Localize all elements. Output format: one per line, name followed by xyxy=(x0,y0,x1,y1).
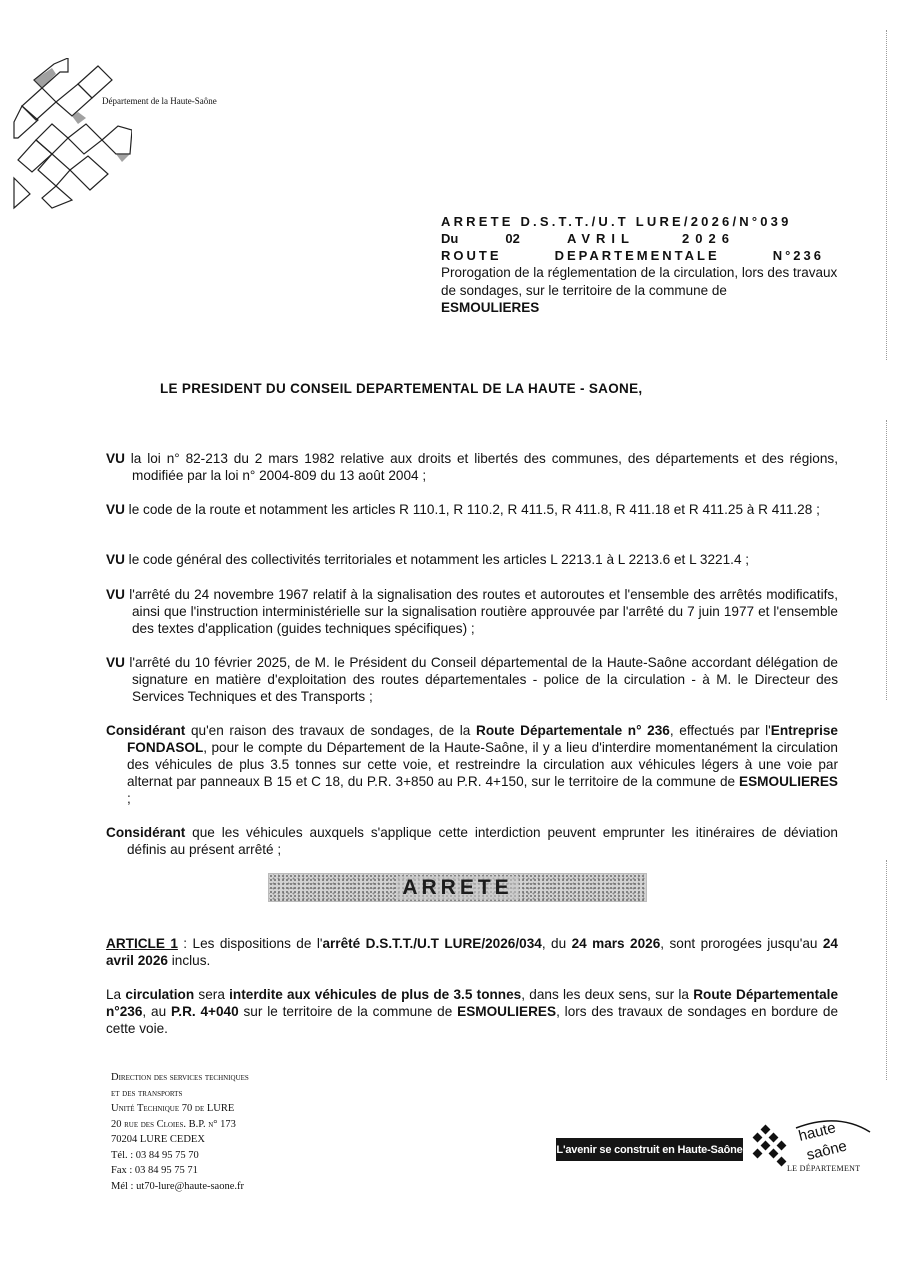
article-text: , sont prorogées jusqu'au xyxy=(660,936,823,951)
route-word: DEPARTEMENTALE xyxy=(554,248,720,263)
circulation-text: La xyxy=(106,987,126,1002)
arrete-reference-inline: arrêté D.S.T.T./U.T LURE/2026/034 xyxy=(322,936,542,951)
considerant-text: , pour le compte du Département de la Haute-Saône, il y a lieu d'interdire momentanément la circulation des véhicules de plus 3.5 tonnes sur cette voie, et restreindre la circulation aux véhicules légers à une voie par alternat par panneaux B 15 et C 18, du P.R. 3+850 au P.R. 4+150, sur le territoire de la commune de xyxy=(127,740,838,789)
vu-label: VU xyxy=(106,502,125,517)
route-line xyxy=(441,247,824,264)
vu-label: VU xyxy=(106,451,125,466)
route-word: N°236 xyxy=(772,248,824,263)
circulation-text: , au xyxy=(142,1004,171,1019)
president-heading: LE PRESIDENT DU CONSEIL DEPARTEMENTAL DE LA HAUTE - SAONE, xyxy=(160,381,643,396)
vu-text: le code de la route et notamment les articles R 110.1, R 110.2, R 411.5, R 411.8, R 411.18 et R 411.25 à R 411.28 ; xyxy=(128,502,820,517)
margin-dotted-line-bottom xyxy=(886,860,888,1080)
vu-label: VU xyxy=(106,587,125,602)
footer-line: et des transports xyxy=(111,1087,183,1099)
circulation-paragraph xyxy=(106,986,838,1037)
vu-label: VU xyxy=(106,655,125,670)
town-name: ESMOULIERES xyxy=(739,774,838,789)
company-name: Entreprise FONDASOL xyxy=(127,723,838,755)
title-block xyxy=(441,213,841,317)
footer-phone: Tél. : 03 84 95 75 70 xyxy=(111,1149,199,1161)
considerant-text: que les véhicules auxquels s'applique cette interdiction peuvent emprunter les itinéraires de déviation définis au présent arrêté ; xyxy=(127,825,838,857)
vu-text: la loi n° 82-213 du 2 mars 1982 relative aux droits et libertés des communes, des départements et des régions, modifiée par la loi n° 2004-809 du 13 août 2004 ; xyxy=(130,451,838,483)
date-inline: 24 mars 2026 xyxy=(571,936,661,951)
footer-address xyxy=(111,1070,249,1194)
date-word: AVRIL xyxy=(566,231,635,246)
town-name: ESMOULIERES xyxy=(457,1004,557,1019)
article-text: inclus. xyxy=(167,953,211,968)
date-inline: 24 avril 2026 xyxy=(106,936,838,968)
arrete-banner xyxy=(268,873,647,902)
vu-text: l'arrêté du 24 novembre 1967 relatif à la signalisation des routes et autoroutes et l'ensemble des arrêtés modificatifs, ainsi que l'instruction interministérielle sur la signalisation routière approuvée par l'arrêté du 7 juin 1977 et l'ensemble des textes d'application (guides techniques spécifiques) ; xyxy=(129,587,838,636)
considerant-label: Considérant xyxy=(106,723,186,738)
article-1-paragraph xyxy=(106,935,838,969)
considerant-text: ; xyxy=(127,791,131,806)
footer-line: 70204 LURE CEDEX xyxy=(111,1134,205,1145)
vu-text: l'arrêté du 10 février 2025, de M. le Président du Conseil départemental de la Haute-Saône accordant délégation de signature en matière d'exploitation des routes départementales - police de la circulation - à M. le Directeur des Services Techniques et des Transports ; xyxy=(129,655,838,704)
article-text: , du xyxy=(541,936,572,951)
route-reference: Route Départementale n° 236 xyxy=(476,723,670,738)
vu-paragraph xyxy=(106,501,838,518)
footer-fax: Fax : 03 84 95 75 71 xyxy=(111,1165,198,1176)
footer-line: Unité Technique 70 de LURE xyxy=(111,1103,235,1114)
logo-department-label: LE DÉPARTEMENT xyxy=(787,1164,861,1173)
circulation-bold: interdite aux véhicules de plus de 3.5 tonnes xyxy=(229,987,522,1002)
slogan-bar: L'avenir se construit en Haute-Saône xyxy=(556,1138,743,1161)
logo-haute: haute xyxy=(796,1119,838,1145)
pr-reference: P.R. 4+040 xyxy=(170,1004,239,1019)
vu-paragraph xyxy=(106,654,838,705)
vu-paragraph xyxy=(106,450,838,484)
date-word: Du xyxy=(441,231,459,246)
circulation-bold: circulation xyxy=(125,987,195,1002)
circulation-text: sur le territoire de la commune de xyxy=(238,1004,458,1019)
considerant-label: Considérant xyxy=(106,825,186,840)
department-logo xyxy=(12,58,132,210)
date-word: 2026 xyxy=(682,231,735,246)
arrete-date xyxy=(441,230,735,247)
article-text: : Les dispositions de l' xyxy=(177,936,323,951)
department-label: Département de la Haute-Saône xyxy=(102,96,217,106)
circulation-text: , lors des travaux de sondages en bordure de cette voie. xyxy=(106,1004,839,1036)
circulation-text: , dans les deux sens, sur la xyxy=(521,987,694,1002)
arrete-town: ESMOULIERES xyxy=(441,300,540,315)
arrete-subject: Prorogation de la réglementation de la circulation, lors des travaux de sondages, sur le territoire de la commune de xyxy=(441,265,838,298)
margin-dotted-line-top xyxy=(886,30,888,360)
vu-paragraph xyxy=(106,586,838,637)
considerant-text: , effectués par l' xyxy=(669,723,771,738)
arrete-reference: ARRETE D.S.T.T./U.T LURE/2026/N°039 xyxy=(441,214,792,229)
considerant-paragraph xyxy=(106,824,838,858)
route-word: ROUTE xyxy=(441,248,502,263)
footer-email: Mél : ut70-lure@haute-saone.fr xyxy=(111,1180,244,1192)
vu-paragraph xyxy=(106,551,838,568)
logo-saone: saône xyxy=(804,1137,849,1164)
vu-text: le code général des collectivités territoriales et notamment les articles L 2213.1 à L 2213.6 et L 3221.4 ; xyxy=(128,552,750,567)
date-word: 02 xyxy=(505,231,520,246)
considerant-paragraph xyxy=(106,722,838,807)
margin-dotted-line-mid xyxy=(886,420,888,700)
route-reference: Route Départementale n°236 xyxy=(106,987,839,1019)
vu-label: VU xyxy=(106,552,125,567)
considerant-text: qu'en raison des travaux de sondages, de la xyxy=(185,723,476,738)
article-label: ARTICLE 1 xyxy=(106,936,178,951)
footer-line: Direction des services techniques xyxy=(111,1072,249,1083)
circulation-text: sera xyxy=(194,987,230,1002)
arrete-banner-label: ARRETE xyxy=(396,876,518,900)
footer-line: 20 rue des Cloies. B.P. n° 173 xyxy=(111,1118,236,1130)
